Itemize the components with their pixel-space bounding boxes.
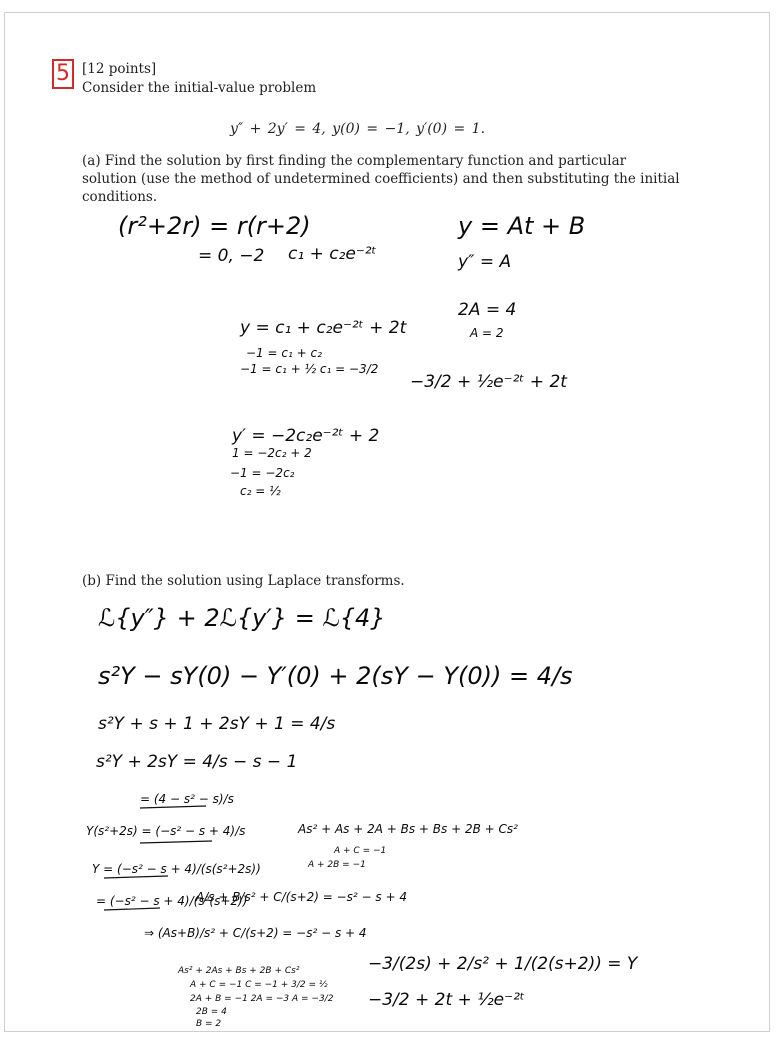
hw-ic2: 1 = −2c₂ + 2 — [232, 446, 312, 460]
hw-general-solution: y = c₁ + c₂e⁻²ᵗ + 2t — [240, 318, 407, 338]
hw-small-2: A + C = −1 C = −1 + 3/2 = ½ — [190, 980, 328, 990]
hw-fraction-bar — [104, 908, 160, 910]
part-a-prompt: (a) Find the solution by first finding the complementary function and particular solution (use the method of undetermined coefficients) and then substituting the initial conditions. — [82, 153, 680, 205]
hw-partial-fraction-1: A/s + B/s² + C/(s+2) = −s² − s + 4 — [196, 890, 407, 904]
hw-eq-a: A + C = −1 — [334, 846, 387, 856]
hw-partial-fraction-2: ⇒ (As+B)/s² + C/(s+2) = −s² − s + 4 — [144, 926, 367, 940]
hw-laplace-line3: s²Y + s + 1 + 2sY + 1 = 4/s — [98, 714, 336, 734]
hw-fraction-bar — [140, 806, 206, 808]
hw-particular-guess: y = At + B — [458, 212, 586, 240]
hw-y-prime: y′ = −2c₂e⁻²ᵗ + 2 — [232, 426, 380, 446]
hw-part-b-final: −3/2 + 2t + ½e⁻²ᵗ — [368, 990, 525, 1010]
question-number-box: 5 — [52, 59, 74, 89]
hw-a-value: A = 2 — [470, 326, 504, 340]
hw-small-5: B = 2 — [196, 1019, 222, 1029]
hw-partial-fraction-result: −3/(2s) + 2/s² + 1/(2(s+2)) = Y — [368, 954, 638, 974]
hw-ic1: −1 = c₁ + c₂ — [246, 346, 322, 360]
hw-laplace-line7: Y = (−s² − s + 4)/(s(s²+2s)) — [92, 862, 261, 876]
hw-char-eq: (r²+2r) = r(r+2) — [118, 212, 311, 240]
hw-roots: = 0, −2 — [198, 246, 265, 266]
question-points: [12 points] — [82, 61, 157, 77]
hw-ic2-solve: −1 = −2c₂ — [230, 466, 295, 480]
hw-laplace-line8: = (−s² − s + 4)/(s²(s+2)) — [96, 894, 248, 908]
hw-fraction-bar — [140, 841, 212, 843]
ode-equation: y″ + 2y′ = 4, y(0) = −1, y′(0) = 1. — [230, 121, 486, 137]
hw-laplace-line4: s²Y + 2sY = 4/s − s − 1 — [96, 752, 298, 772]
hw-laplace-line2: s²Y − sY(0) − Y′(0) + 2(sY − Y(0)) = 4/s — [98, 662, 573, 690]
hw-expansion: As² + As + 2A + Bs + Bs + 2B + Cs² — [298, 822, 518, 836]
hw-laplace-line5: = (4 − s² − s)/s — [140, 792, 234, 806]
part-b-prompt: (b) Find the solution using Laplace transforms. — [82, 573, 405, 589]
hw-eq-b: A + 2B = −1 — [308, 860, 366, 870]
hw-c2-value: c₂ = ½ — [240, 484, 281, 498]
question-intro: Consider the initial-value problem — [82, 80, 317, 96]
hw-particular-second-deriv: y″ = A — [458, 252, 512, 272]
hw-ic1-solve: −1 = c₁ + ½ c₁ = −3/2 — [240, 362, 379, 376]
hw-part-a-result: −3/2 + ½e⁻²ᵗ + 2t — [410, 372, 567, 392]
hw-fraction-bar — [104, 876, 168, 878]
hw-laplace-line6: Y(s²+2s) = (−s² − s + 4)/s — [86, 824, 246, 838]
hw-small-3: 2A + B = −1 2A = −3 A = −3/2 — [190, 994, 334, 1004]
hw-complementary: c₁ + c₂e⁻²ᵗ — [288, 244, 377, 264]
hw-solve-a: 2A = 4 — [458, 300, 517, 320]
hw-small-4: 2B = 4 — [196, 1007, 227, 1017]
hw-small-1: As² + 2As + Bs + 2B + Cs² — [178, 966, 300, 976]
hw-laplace-line1: ℒ{y″} + 2ℒ{y′} = ℒ{4} — [98, 604, 386, 632]
